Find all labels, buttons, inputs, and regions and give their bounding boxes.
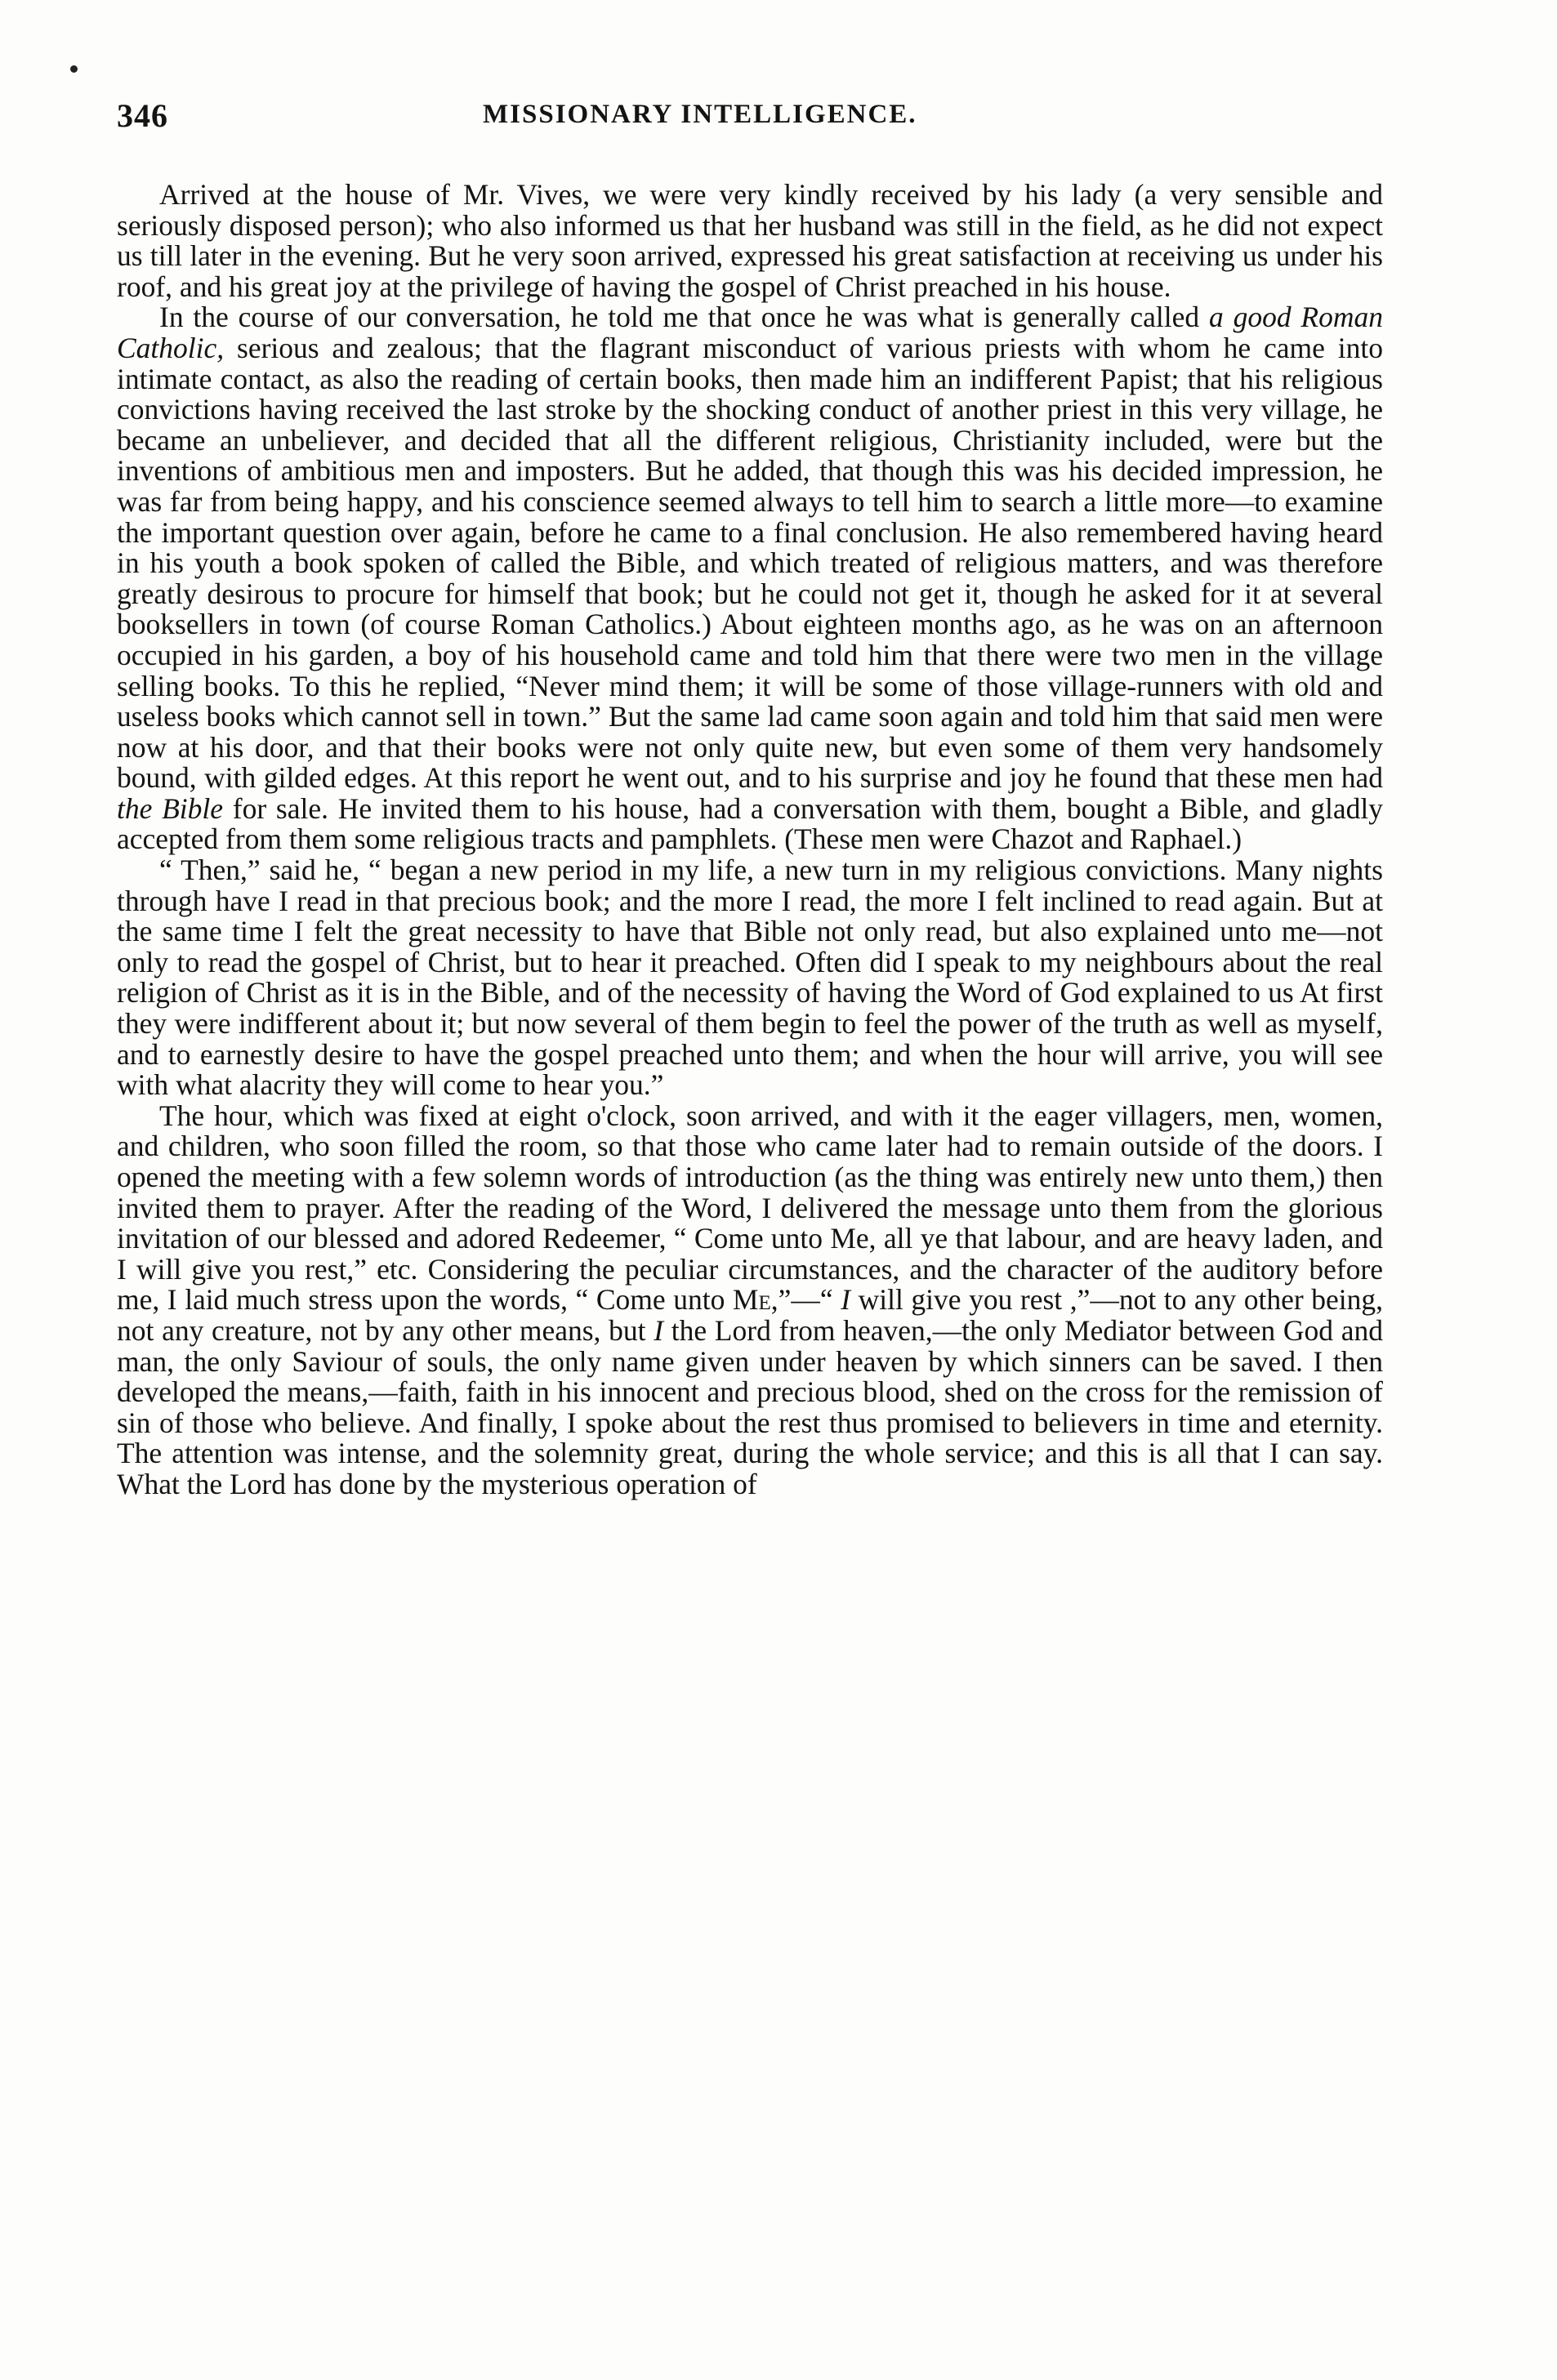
italic-text: a good Roman Catholic, bbox=[117, 301, 1383, 364]
italic-text: I bbox=[654, 1313, 664, 1347]
paragraph bbox=[117, 302, 1383, 855]
paragraph bbox=[117, 1101, 1383, 1500]
paragraph bbox=[117, 855, 1383, 1101]
running-title: MISSIONARY INTELLIGENCE. bbox=[483, 100, 917, 129]
text-run: Arrived at the house of Mr. Vives, we were very kindly received by his lady (a very sensible and seriously disposed person); who also informed us that her husband was still in the field, as he did not expect us till later in the evening. But he very soon arrived, expressed his great satisfaction at receiving us under his roof, and his great joy at the privilege of having the gospel of Christ preached in his house. bbox=[117, 178, 1383, 303]
text-run: “ Then,” said he, “ began a new period in my life, a new turn in my religious convictions. Many nights through have I read in that precious book; and the more I read, the more I felt inclined to read again. But at the same time I felt the great necessity to have that Bible not only read, but also explained unto me—not only to read the gospel of Christ, but to hear it preached. Often did I speak to my neighbours about the real religion of Christ as it is in the Bible, and of the necessity of having the Word of God explained to us At first they were indifferent about it; but now several of them begin to feel the power of the truth as well as myself, and to earnestly desire to have the gospel preached unto them; and when the hour will arrive, you will see with what alacrity they will come to hear you.” bbox=[117, 854, 1383, 1102]
italic-text: I bbox=[841, 1283, 851, 1317]
page-number: 346 bbox=[117, 97, 168, 134]
text-run: for sale. He invited them to his house, had a conversation with them, bought a Bible, and gladly accepted from them some religious tracts and pamphlets. (These men were Chazot and Raphael.) bbox=[117, 791, 1383, 856]
text-run: will give you rest ,”—not to any other being, not any creature, not by any other means, but bbox=[117, 1283, 1383, 1347]
text-run: ,”—“ bbox=[770, 1283, 841, 1317]
text-run: The hour, which was fixed at eight o'clock, soon arrived, and with it the eager villagers, men, women, and children, who soon filled the room, so that those who came later had to remain outside of the doors. I opened the meeting with a few solemn words of introduction (as the thing was entirely new unto them,) then invited them to prayer. After the reading of the Word, I delivered the message unto them from the glorious invitation of our blessed and adored Redeemer, “ Come unto Me, all ye that labour, and are heavy laden, and I will give you rest,” etc. Considering the peculiar circumstances, and the character of the auditory before me, I laid much stress upon the words, “ Come unto bbox=[117, 1099, 1383, 1317]
paragraph bbox=[117, 180, 1383, 302]
text-run: In the course of our conversation, he told me that once he was what is generally called bbox=[159, 301, 1209, 334]
small-caps-text: Me bbox=[732, 1283, 771, 1317]
margin-dot bbox=[70, 65, 78, 73]
italic-text: the Bible bbox=[117, 791, 224, 825]
body-text bbox=[117, 180, 1383, 1500]
page-header bbox=[117, 96, 1375, 145]
text-run: serious and zealous; that the flagrant misconduct of various priests with whom he came into intimate contact, as also the reading of certain books, then made him an indifferent Papist; that his religious convictions having received the last stroke by the shocking conduct of another priest in this very village, he became an unbeliever, and decided that all the different religious, Christianity included, were but the inventions of ambitious men and imposters. But he added, that though this was his decided impression, he was far from being happy, and his conscience seemed always to tell him to search a little more—to examine the important question over again, before he came to a final conclusion. He also remembered having heard in his youth a book spoken of called the Bible, and which treated of religious matters, and was therefore greatly desirous to procure for himself that book; but he could not get it, though he asked for it at several booksellers in town (of course Roman Catholics.) About eighteen months ago, as he was on an afternoon occupied in his garden, a boy of his household came and told him that there were two men in the village selling books. To this he replied, “Never mind them; it will be some of those village-runners with old and useless books which cannot sell in town.” But the same lad came soon again and told him that said men were now at his door, and that their books were not only quite new, but even some of them very handsomely bound, with gilded edges. At this report he went out, and to his surprise and joy he found that these men had bbox=[117, 331, 1383, 795]
text-run: the Lord from heaven,—the only Mediator between God and man, the only Saviour of souls, the only name given under heaven by which sinners can be saved. I then developed the means,—faith, faith in his innocent and precious blood, shed on the cross for the remission of sin of those who believe. And finally, I spoke about the rest thus promised to believers in time and eternity. The attention was intense, and the solemnity great, during the whole service; and this is all that I can say. What the Lord has done by the mysterious operation of bbox=[117, 1313, 1383, 1500]
